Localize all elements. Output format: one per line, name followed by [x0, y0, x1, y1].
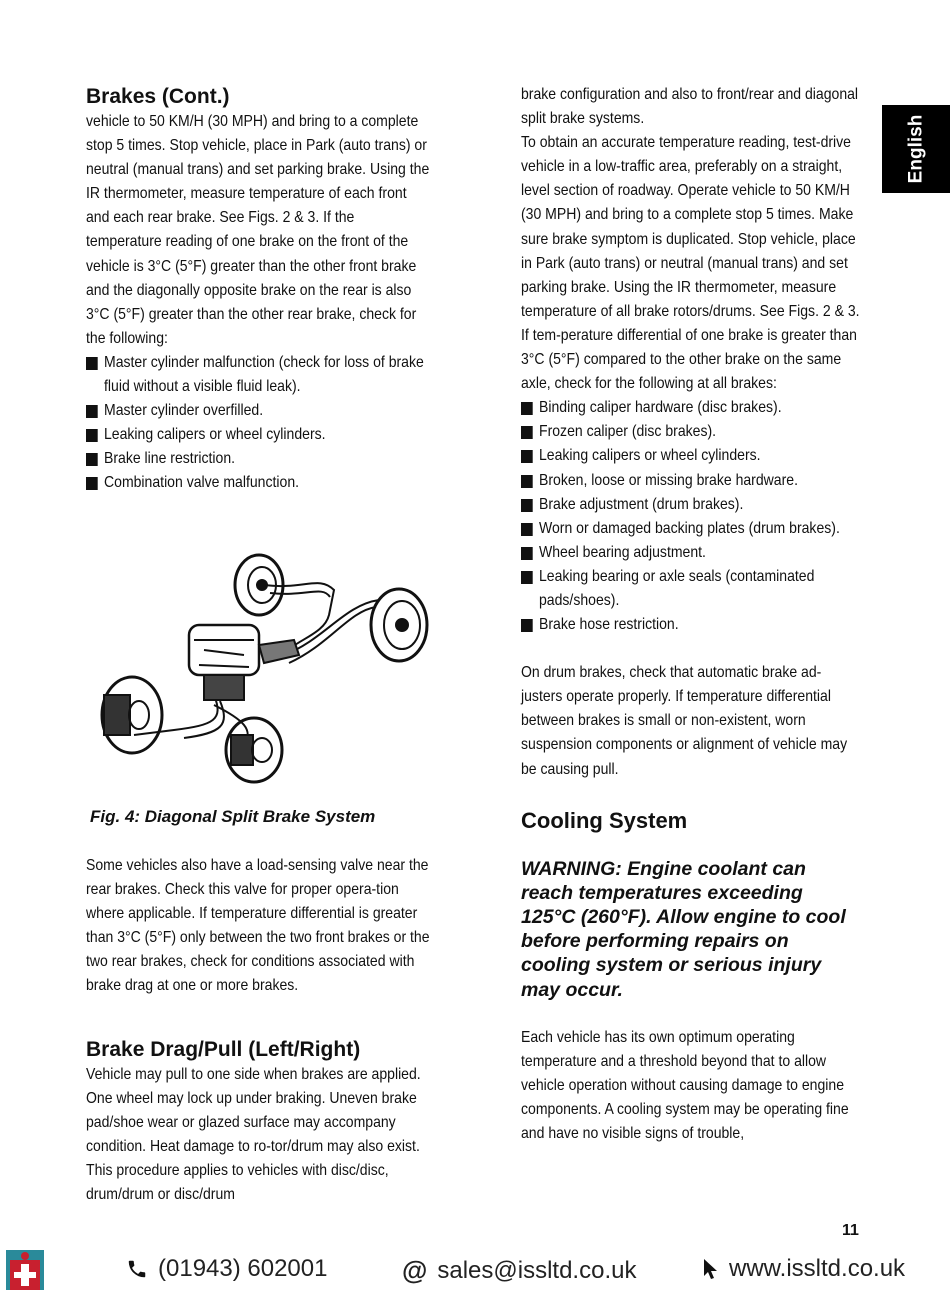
language-label: English: [905, 114, 926, 184]
list-item: Frozen caliper (disc brakes).: [521, 420, 861, 444]
language-tab: [882, 105, 950, 193]
list-item: Leaking calipers or wheel cylinders.: [521, 444, 861, 468]
figure-caption: Fig. 4: Diagonal Split Brake System: [90, 807, 376, 826]
right-body-2: [521, 1026, 861, 1146]
left-body-3: [86, 1063, 434, 1208]
website-url: www.issltd.co.uk: [729, 1255, 906, 1282]
list-item: Combination valve malfunction.: [86, 471, 434, 495]
list-item: Wheel bearing adjustment.: [521, 541, 861, 565]
section-heading-cooling-system: Cooling System: [521, 807, 688, 833]
warning-text: WARNING: Engine coolant can reach temperatures exceeding 125°C (260°F). Allow engine to cool before performing repairs on cooling system or serious injury may occur.: [521, 857, 846, 1001]
list-item: Leaking bearing or axle seals (contaminated pads/shoes).: [521, 565, 861, 613]
paragraph: Each vehicle has its own optimum operating temperature and a threshold beyond that to allow vehicle operation without causing damage to engine components. A cooling system may be operating fine and have no visible signs of trouble,: [521, 1028, 849, 1143]
paragraph: To obtain an accurate temperature reading, test-drive vehicle in a low-traffic area, preferably on a straight, level section of roadway. Operate vehicle to 50 KM/H (30 MPH) and bring to a complete stop 5 times. Make sure brake symptom is duplicated. Stop vehicle, place in Park (auto trans) or neutral (manual trans) and set parking brake. Using the IR thermometer, measure temperature of all brake rotors/drums. See Figs. 2 & 3. If tem-perature differential of one brake is greater than 3°C (5°F) compared to the other brake on the same axle, check for the following at all brakes:: [521, 134, 860, 393]
bullet-list: [521, 396, 861, 637]
list-item: Brake hose restriction.: [521, 613, 861, 637]
paragraph: Some vehicles also have a load-sensing valve near the rear brakes. Check this valve for proper opera-tion where applicable. If temperature differential is greater than 3°C (5°F) only between the two front brakes or the two rear brakes, check for conditions associated with brake drag at one or more brakes.: [86, 857, 430, 995]
list-item: Master cylinder malfunction (check for loss of brake fluid without a visible fluid leak).: [86, 351, 434, 399]
right-body-1: [521, 83, 861, 782]
phone-number: (01943) 602001: [158, 1255, 328, 1282]
footer-phone[interactable]: [126, 1255, 327, 1283]
list-item: Brake line restriction.: [86, 447, 434, 471]
company-logo-icon: [6, 1250, 44, 1290]
paragraph: Vehicle may pull to one side when brakes are applied. One wheel may lock up under braking. Uneven brake pad/shoe wear or glazed surface may accompany condition. Heat damage to ro-tor/drum may also exist. This procedure applies to vehicles with disc/disc, drum/drum or disc/drum: [86, 1065, 421, 1204]
bullet-list: [86, 351, 434, 496]
left-body-1: [86, 110, 434, 496]
list-item: Worn or damaged backing plates (drum brakes).: [521, 517, 861, 541]
footer-website[interactable]: [703, 1255, 905, 1283]
diagonal-split-brake-figure: [94, 545, 434, 785]
list-item: Brake adjustment (drum brakes).: [521, 493, 861, 517]
right-column: [521, 83, 861, 1146]
page-number: 11: [842, 1222, 859, 1239]
cursor-arrow-icon: [703, 1258, 719, 1280]
footer: [0, 1245, 950, 1295]
list-item: Broken, loose or missing brake hardware.: [521, 469, 861, 493]
list-item: Binding caliper hardware (disc brakes).: [521, 396, 861, 420]
paragraph: vehicle to 50 KM/H (30 MPH) and bring to a complete stop 5 times. Stop vehicle, place in Park (auto trans) or neutral (manual trans) and set parking brake. Using the IR thermometer, measure temperature of each front and each rear brake. See Figs. 2 & 3. If the temperature reading of one brake on the front of the vehicle is 3°C (5°F) greater than the other front brake and the diagonally opposite brake on the rear is also 3°C (5°F) greater than the other rear brake, check for the following:: [86, 113, 430, 347]
phone-icon: [126, 1258, 148, 1280]
footer-email[interactable]: [402, 1255, 636, 1286]
section-heading-brake-drag: Brake Drag/Pull (Left/Right): [86, 1037, 361, 1061]
left-body-2: [86, 854, 434, 999]
paragraph: On drum brakes, check that automatic brake ad-justers operate properly. If temperature differential between brakes is small or non-existent, worn suspension components or alignment of vehicle may be causing pull.: [521, 664, 848, 778]
section-heading-brakes-cont: Brakes (Cont.): [86, 85, 230, 108]
list-item: Leaking calipers or wheel cylinders.: [86, 423, 434, 447]
list-item: Master cylinder overfilled.: [86, 399, 434, 423]
left-column: [86, 84, 434, 496]
at-sign-icon: @: [402, 1255, 428, 1285]
left-column-lower: [86, 854, 434, 1207]
email-address: sales@issltd.co.uk: [437, 1256, 637, 1284]
paragraph: brake configuration and also to front/rear and diagonal split brake systems.: [521, 86, 859, 128]
